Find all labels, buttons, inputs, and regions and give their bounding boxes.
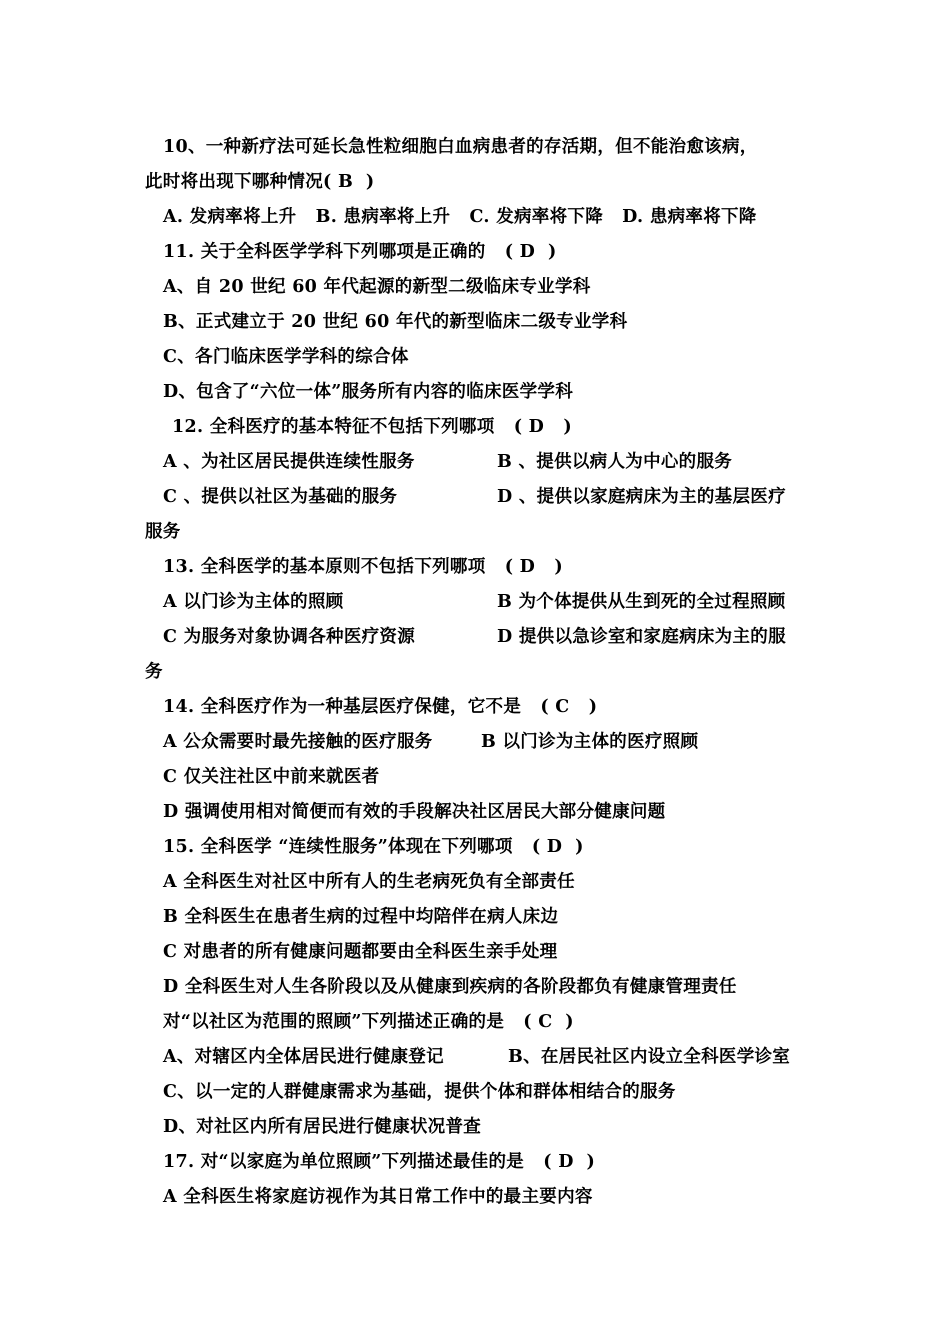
q13-option-b: B 为个体提供从生到死的全过程照顾 bbox=[497, 592, 786, 612]
q11-option-a: A、自 20 世纪 60 年代起源的新型二级临床专业学科 bbox=[163, 277, 591, 297]
q13-option-c: C 为服务对象协调各种医疗资源 bbox=[163, 627, 416, 647]
q15-option-c: C 对患者的所有健康问题都要由全科医生亲手处理 bbox=[163, 942, 558, 962]
q16-option-d: D、对社区内所有居民进行健康状况普查 bbox=[163, 1117, 482, 1137]
q12-option-b: B 、提供以病人为中心的服务 bbox=[497, 452, 733, 472]
q12-option-c: C 、提供以社区为基础的服务 bbox=[163, 487, 398, 507]
q13-option-d: D 提供以急诊室和家庭病床为主的服 bbox=[497, 627, 786, 647]
q14-option-a: A 公众需要时最先接触的医疗服务 bbox=[163, 732, 433, 752]
q14-option-b: B 以门诊为主体的医疗照顾 bbox=[481, 732, 699, 752]
q12-option-d-continued: 服务 bbox=[145, 522, 181, 542]
q15-option-a: A 全科医生对社区中所有人的生老病死负有全部责任 bbox=[163, 872, 575, 892]
q12-option-d: D 、提供以家庭病床为主的基层医疗 bbox=[497, 487, 786, 507]
q17-stem: 17. 对“以家庭为单位照顾”下列描述最佳的是 ( D ) bbox=[163, 1152, 596, 1172]
q17-option-a: A 全科医生将家庭访视作为其日常工作中的最主要内容 bbox=[163, 1187, 593, 1207]
q10-stem-line2: 此时将出现下哪种情况( B ) bbox=[145, 172, 375, 192]
q15-option-d: D 全科医生对人生各阶段以及从健康到疾病的各阶段都负有健康管理责任 bbox=[163, 977, 737, 997]
q12-stem: 12. 全科医疗的基本特征不包括下列哪项 ( D ) bbox=[172, 417, 572, 437]
q16-option-b: B、在居民社区内设立全科医学诊室 bbox=[508, 1047, 791, 1067]
q15-option-b: B 全科医生在患者生病的过程中均陪伴在病人床边 bbox=[163, 907, 559, 927]
q14-option-d: D 强调使用相对简便而有效的手段解决社区居民大部分健康问题 bbox=[163, 802, 666, 822]
q14-option-c: C 仅关注社区中前来就医者 bbox=[163, 767, 380, 787]
q11-option-c: C、各门临床医学学科的综合体 bbox=[163, 347, 409, 367]
q16-option-c: C、以一定的人群健康需求为基础，提供个体和群体相结合的服务 bbox=[163, 1082, 676, 1102]
q11-option-d: D、包含了“六位一体”服务所有内容的临床医学学科 bbox=[163, 382, 574, 402]
q14-stem: 14. 全科医疗作为一种基层医疗保健，它不是 ( C ) bbox=[163, 697, 598, 717]
q11-option-b: B、正式建立于 20 世纪 60 年代的新型临床二级专业学科 bbox=[163, 312, 628, 332]
q10-stem-line1: 10、一种新疗法可延长急性粒细胞白血病患者的存活期，但不能治愈该病， bbox=[163, 137, 758, 157]
q15-stem: 15. 全科医学 “连续性服务”体现在下列哪项 ( D ) bbox=[163, 837, 584, 857]
q10-options: A. 发病率将上升 B. 患病率将上升 C. 发病率将下降 D. 患病率将下降 bbox=[163, 207, 757, 227]
q16-option-a: A、对辖区内全体居民进行健康登记 bbox=[163, 1047, 444, 1067]
q13-option-d-continued: 务 bbox=[145, 662, 163, 682]
q13-stem: 13. 全科医学的基本原则不包括下列哪项 ( D ) bbox=[163, 557, 563, 577]
q11-stem: 11. 关于全科医学学科下列哪项是正确的 ( D ) bbox=[163, 242, 557, 262]
q13-option-a: A 以门诊为主体的照顾 bbox=[163, 592, 344, 612]
q16-stem: 对“以社区为范围的照顾”下列描述正确的是 ( C ) bbox=[163, 1012, 574, 1032]
q12-option-a: A 、为社区居民提供连续性服务 bbox=[163, 452, 415, 472]
